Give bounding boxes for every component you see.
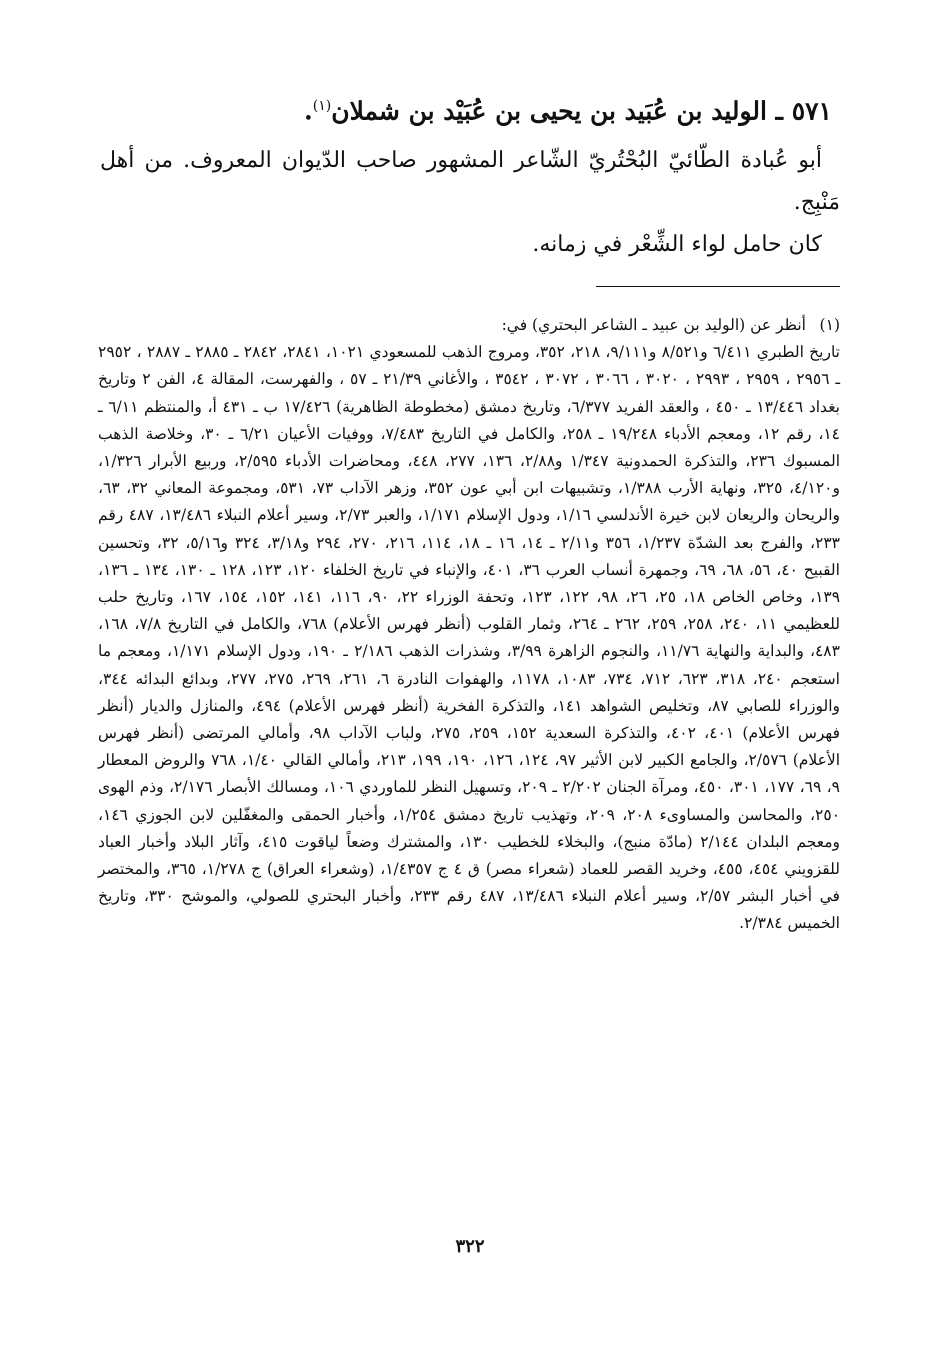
entry-heading [112, 86, 832, 131]
entry-paragraph-1: أبو عُبادة الطّائيّ البُحْتُريّ الشّاعر المشهور صاحب الدّيوان المعروف. من أهل مَنْبِج. [100, 148, 840, 215]
entry-heading-text: ٥٧١ ـ الوليد بن عُبَيد بن يحيى بن عُبَيْد بن شملان [331, 96, 832, 126]
footnote-intro: أنظر عن (الوليد بن عبيد ـ الشاعر البحتري) في: [501, 316, 806, 334]
footnote-separator [596, 286, 840, 287]
footnote-block [98, 312, 840, 938]
page-number: ٣٢٢ [455, 1236, 485, 1257]
footnote-reference: (١) [312, 98, 332, 114]
footnote-intro-line [98, 312, 840, 339]
footnote-marker: (١) [819, 316, 840, 334]
entry-heading-end: . [304, 96, 313, 126]
entry-paragraph-2: كان حامل لواء الشِّعْر في زمانه. [532, 232, 822, 257]
footnote-text: تاريخ الطبري ٦/٤١١ و٨/٥٢١ و٩/١١١، ٢١٨، ٣٥٢، ومروج الذهب للمسعودي ١٠٢١، ٢٨٤١، ٢٨٤٢ ـ ٢٨٨٥ ـ ٢٨٨٧ ، ٢٩٥٢ ـ ٢٩٥٦ ، ٢٩٥٩ ، ٢٩٩٣ ، ٣٠٢٠ ، ٣٠٦٦ ، ٣٠٧٢ ، ٣٥٤٢ ، والأغاني ٢١/٣٩ ـ ٥٧ ، والفهرست، المقالة ٤، الفن ٢ وتاريخ بغداد ١٣/٤٤٦ ـ ٤٥٠ ، والعقد الفريد ٦/٣٧٧، وتاريخ دمشق (مخطوطة الظاهرية) ١٧/٤٢٦ ب ـ ٤٣١ أ، والمنتظم ٦/١١ ـ ١٤، رقم ١٢، ومعجم الأدباء ١٩/٢٤٨ ـ ٢٥٨، والكامل في التاريخ ٧/٤٨٣، ووفيات الأعيان ٦/٢١ ـ ٣٠، وخلاصة الذهب المسبوك ٢٣٦، والتذكرة الحمدونية ١/٣٤٧ و٢/٨٨، ١٣٦، ٢٧٧، ٤٤٨، ومحاضرات الأدباء ٢/٥٩٥، وربيع الأبرار ١/٣٢٦، و٤/١٢٠، ٣٢٥، ونهاية الأرب ١/٣٨٨، وتشبيهات ابن أبي عون ٣٥٢، وزهر الآداب ٧٣، ٥٣١، ومجموعة المعاني ٣٢، ٦٣، والريحان والريعان لابن خيرة الأندلسي ١/١٦، ودول الإسلام ١/١٧١، والعبر ٢/٧٣، وسير أعلام النبلاء ١٣/٤٨٦، ٤٨٧ رقم ٢٣٣، والفرج بعد الشدّة ١/٢٣٧، ٣٥٦ و٢/١١ ـ ١٤، ١٦ ـ ١٨، ١١٤، ٢١٦، ٢٧٠، ٢٩٤ و٣/١٨، ٣٢٤ و٥/١٦، ٣٢، وتحسين القبيح ٤٠، ٥٦، ٦٨، ٦٩، وجمهرة أنساب العرب ٣٦، ٤٠١، والإنباء في تاريخ الخلفاء ١٢٠، ١٢٣، ١٢٨ ـ ١٣٠، ١٣٤ ـ ١٣٦، ١٣٩، وخاص الخاص ١٨، ٢٥، ٢٦، ٩٨، ١٢٢، ١٢٣، وتحفة الوزراء ٢٢، ٩٠، ١١٦، ١٤١، ١٥٢، ١٥٤، ١٦٧، وتاريخ حلب للعظيمي ١١، ٢٤٠، ٢٥٨، ٢٥٩، ٢٦٢ ـ ٢٦٤، وثمار القلوب (أنظر فهرس الأعلام) ٧٦٨، والكامل في التاريخ ٧/٨، ١٦٨، ٤٨٣، والبداية والنهاية ١١/٧٦، والنجوم الزاهرة ٣/٩٩، وشذرات الذهب ٢/١٨٦ ـ ١٩٠، ودول الإسلام ١/١٧١، ومعجم ما استعجم ٢٤٠، ٣١٨، ٦٢٣، ٧١٢، ٧٣٤، ١٠٨٣، ١١٧٨، والهفوات النادرة ٦، ٢٦١، ٢٦٩، ٢٧٥، ٢٧٧، وبدائع البدائه ٣٤٤، والوزراء للصابي ٨٧، وتخليص الشواهد ١٤١، والتذكرة الفخرية (أنظر فهرس الأعلام) ٤٩٤، والمنازل والديار (أنظر فهرس الأعلام) ٤٠١، ٤٠٢، والتذكرة السعدية ١٥٢، ٢٥٩، ٢٧٥، ولباب الآداب ٩٨، وأمالي المرتضى (أنظر فهرس الأعلام) ٢/٥٧٦، والجامع الكبير لابن الأثير ٩٧، ١٢٤، ١٢٦، ١٩٠، ١٩٩، ٢١٣، وأمالي القالي ١/٤٠، ٧٦٨ والروض المعطار ٩، ٦٩، ١٧٧، ٣٠١، ٤٥٠، ومرآة الجنان ٢/٢٠٢ ـ ٢٠٩، وتسهيل النظر للماوردي ١٠٦، ومسالك الأبصار ٢/١٧٦، وذم الهوى ٢٥٠، والمحاسن والمساوىء ٢٠٨، ٢٠٩، وتهذيب تاريخ دمشق ١/٢٥٤، وأخبار الحمقى والمغفّلين لابن الجوزي ١٤٦، ومعجم البلدان ٢/١٤٤ (مادّة منبج)، والبخلاء للخطيب ١٣٠، والمشترك وضعاً لياقوت ٤١٥، وآثار البلاد وأخبار العباد للقزويني ٤٥٤، ٤٥٥، وخريد القصر للعماد (شعراء مصر) ق ٤ ج ١/٤٣٥٧، (وشعراء العراق) ج ١/٢٧٨، ٣٦٥، والمختصر في أخبار البشر ٢/٥٧، وسير أعلام النبلاء ١٣/٤٨٦، ٤٨٧ رقم ٢٣٣، وأخبار البحتري للصولي، والموشح ٣٣٠، وتاريخ الخميس ٢/٣٨٤. [98, 343, 841, 933]
entry-body [100, 140, 840, 266]
